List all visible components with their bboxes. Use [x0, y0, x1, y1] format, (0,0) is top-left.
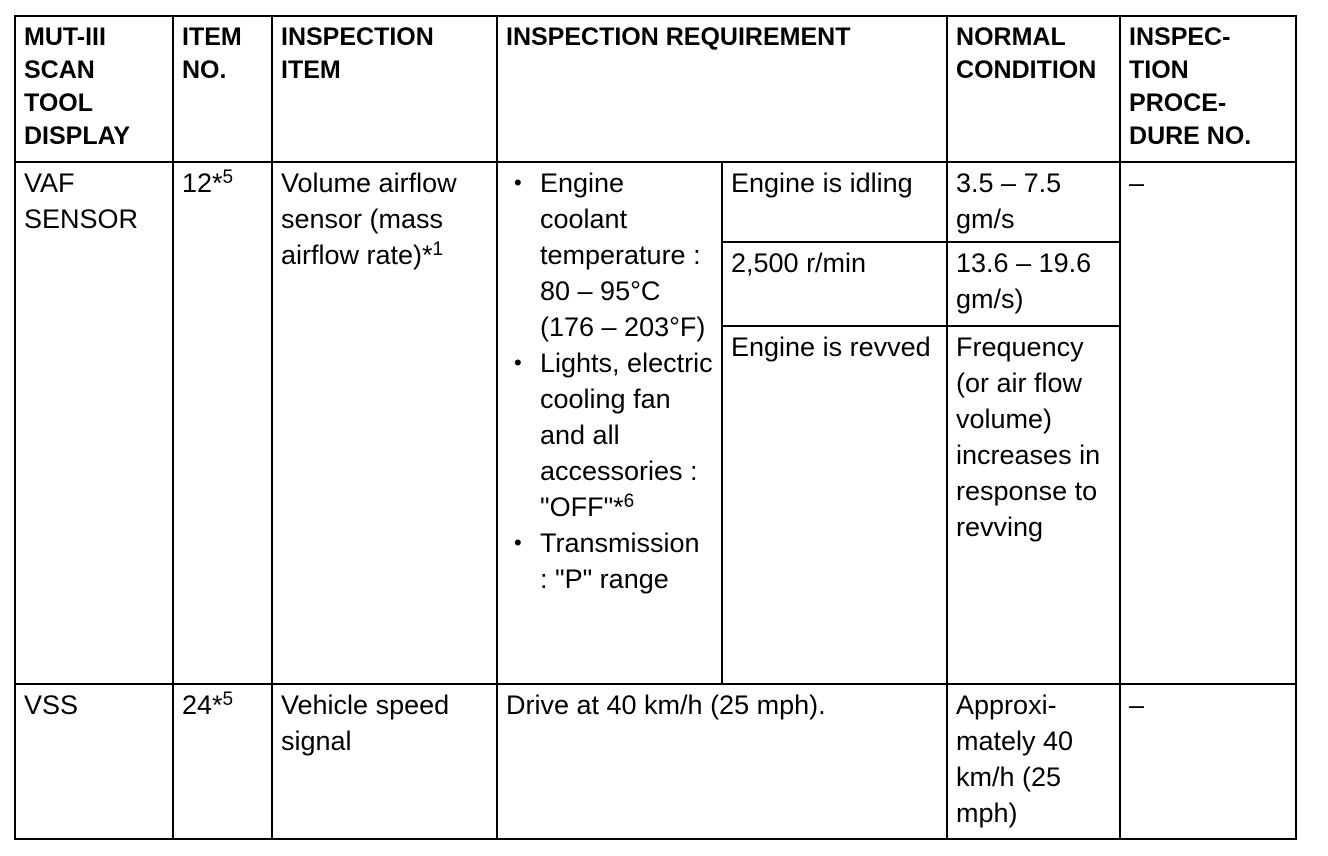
inspection-table: [14, 15, 1297, 840]
header-item-no: ITEM NO.: [173, 16, 272, 162]
condition-text: Lights, electric cooling fan and all accessories : "OFF"*: [540, 348, 713, 522]
table-row: [15, 162, 1296, 242]
condition-footnote: 6: [623, 491, 635, 512]
condition-text: Engine coolant temperature : 80 – 95°C (176 – 203°F): [540, 168, 706, 342]
vaf-normal-revved: Frequency (or air flow volume) increases in response to revving: [947, 326, 1120, 684]
bullet-icon: •: [514, 530, 522, 555]
vaf-display-cell: VAF SENSOR: [15, 162, 173, 684]
vaf-procedure-cell: –: [1120, 162, 1296, 684]
vss-item-no-footnote: 5: [222, 689, 234, 710]
vaf-item-no-cell: [173, 162, 272, 684]
vaf-state-idle: Engine is idling: [722, 162, 947, 242]
vss-display-cell: VSS: [15, 684, 173, 839]
vss-inspection-item-cell: Vehicle speed signal: [272, 684, 497, 839]
vss-normal-cell: Approxi- mately 40 km/h (25 mph): [947, 684, 1120, 839]
list-item: [514, 165, 713, 345]
vaf-normal-2500: 13.6 – 19.6 gm/s): [947, 242, 1120, 326]
header-row: [15, 16, 1296, 162]
header-procedure-no: INSPEC- TION PROCE- DURE NO.: [1120, 16, 1296, 162]
vaf-normal-idle: 3.5 – 7.5 gm/s: [947, 162, 1120, 242]
vss-procedure-cell: –: [1120, 684, 1296, 839]
condition-text: Transmission : "P" range: [540, 528, 700, 594]
bullet-icon: •: [514, 170, 522, 195]
vaf-inspection-item-cell: Volume airflow sensor (mass airflow rate)*$^1$: [272, 162, 497, 684]
list-item: [514, 525, 713, 597]
vss-item-no: 24*: [182, 690, 223, 720]
header-requirement: INSPECTION REQUIREMENT: [497, 16, 947, 162]
header-display: MUT-III SCAN TOOL DISPLAY: [15, 16, 173, 162]
header-inspection-item: INSPECTION ITEM: [272, 16, 497, 162]
vaf-state-2500: 2,500 r/min: [722, 242, 947, 326]
vaf-state-revved: Engine is revved: [722, 326, 947, 684]
vaf-conditions-cell: [497, 162, 722, 684]
vaf-inspection-item-footnote: 1: [432, 239, 444, 260]
vaf-conditions-list: [506, 165, 713, 597]
list-item: [514, 345, 713, 525]
vss-item-no-cell: [173, 684, 272, 839]
vaf-item-no-footnote: 5: [222, 167, 234, 188]
table-row: [15, 684, 1296, 839]
header-normal-condition: NORMAL CONDITION: [947, 16, 1120, 162]
vss-requirement-cell: Drive at 40 km/h (25 mph).: [497, 684, 947, 839]
bullet-icon: •: [514, 350, 522, 375]
vaf-item-no: 12*: [182, 168, 223, 198]
